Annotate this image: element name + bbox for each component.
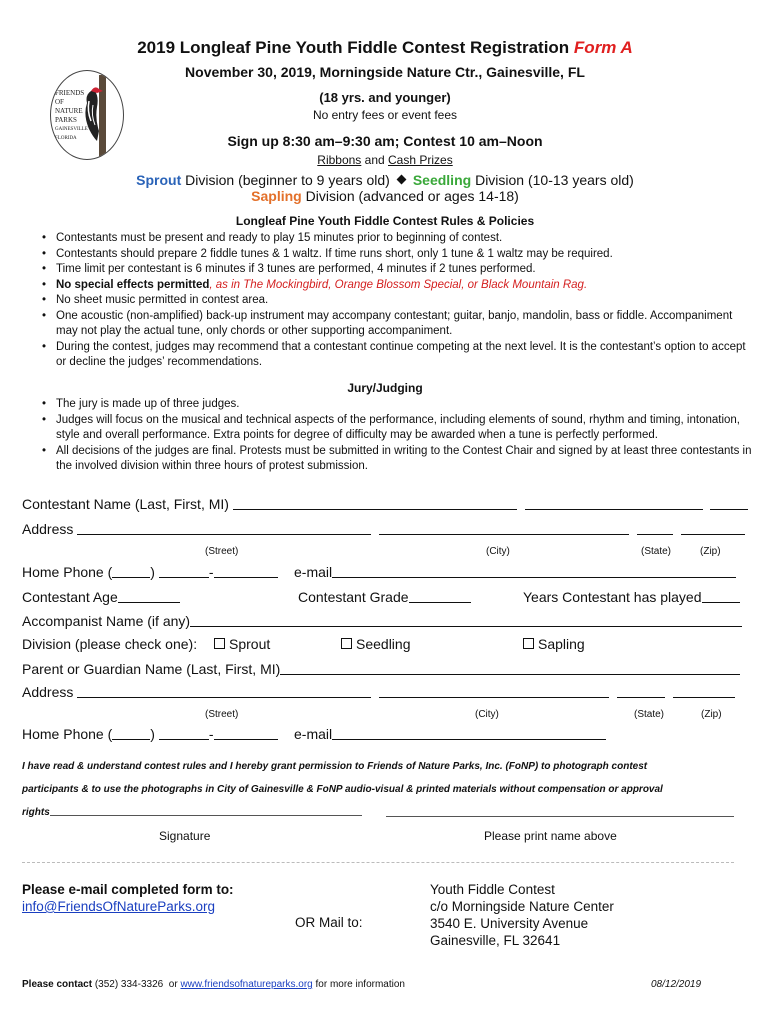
- print-name-label: Please print name above: [484, 829, 617, 843]
- list-item: • The jury is made up of three judges.: [40, 397, 755, 413]
- address-field[interactable]: [22, 521, 745, 537]
- mail-address: [430, 881, 614, 949]
- address-line: Youth Fiddle Contest: [430, 882, 555, 897]
- title-text: 2019 Longleaf Pine Youth Fiddle Contest Registration: [137, 38, 574, 57]
- accompanist-label: Accompanist Name (if any): [22, 613, 191, 629]
- footer-contact: [22, 979, 405, 990]
- diamond-icon: [396, 175, 406, 185]
- state-caption: (State): [634, 709, 665, 720]
- prize-ribbons: Ribbons: [317, 153, 362, 167]
- website-link[interactable]: www.friendsofnatureparks.org: [180, 979, 313, 990]
- contestant-name-label: Contestant Name (Last, First, MI): [22, 496, 229, 512]
- no-effects-text: No special effects permitted: [56, 278, 210, 291]
- checkbox-icon: [523, 638, 534, 649]
- sapling-desc: Division (advanced or ages 14-18): [301, 188, 519, 204]
- years-label: Years Contestant has played: [523, 589, 702, 605]
- sapling-option-label: Sapling: [538, 636, 585, 652]
- phone-close: ): [150, 564, 159, 580]
- divisions-line2: [0, 188, 770, 204]
- address-label: Address: [22, 521, 74, 537]
- street-caption: (Street): [205, 709, 239, 720]
- city-caption: (City): [475, 709, 499, 720]
- consent-line1: I have read & understand contest rules and I hereby grant permission to Friends of Nature Parks, Inc. (FoNP) to photograph contest: [22, 761, 648, 772]
- state-caption: (State): [641, 546, 672, 557]
- list-item: • Contestants must be present and ready to play 15 minutes prior to beginning of contest.: [40, 231, 755, 247]
- rights-text: rights: [22, 807, 50, 818]
- phone-dash: -: [208, 726, 214, 742]
- event-subtitle: November 30, 2019, Morningside Nature Ctr., Gainesville, FL: [185, 64, 585, 80]
- logo-line2: OF: [55, 98, 64, 106]
- accompanist-field[interactable]: [22, 613, 742, 629]
- divisions-line1: [0, 172, 770, 188]
- or-text: or: [163, 979, 181, 990]
- seedling-checkbox[interactable]: [341, 636, 411, 652]
- list-item: • Contestants should prepare 2 fiddle tunes & 1 waltz. If time runs short, only 1 tune & 1 waltz may be required.: [40, 247, 755, 263]
- address-label: Address: [22, 684, 74, 700]
- phone-dash: -: [208, 564, 214, 580]
- sapling-checkbox[interactable]: [523, 636, 585, 652]
- jury-list: [40, 397, 755, 475]
- email-field[interactable]: [294, 564, 736, 580]
- address-line: Gainesville, FL 32641: [430, 933, 561, 948]
- effects-examples: , as in The Mockingbird, Orange Blossom Special, or Black Mountain Rag.: [209, 278, 588, 291]
- email-label: e-mail: [294, 564, 333, 580]
- sprout-label: Sprout: [136, 172, 182, 188]
- more-info-text: for more information: [312, 979, 405, 990]
- logo-line6: FLORIDA: [55, 136, 77, 141]
- contestant-age-field[interactable]: [22, 589, 180, 605]
- form-date: 08/12/2019: [651, 979, 702, 990]
- phone-label: Home Phone (: [22, 564, 113, 580]
- or-mail-label: OR Mail to:: [295, 915, 363, 930]
- contestant-grade-field[interactable]: [298, 589, 471, 605]
- list-item: [40, 278, 755, 294]
- phone-close: ): [150, 726, 159, 742]
- schedule: Sign up 8:30 am–9:30 am; Contest 10 am–Noon: [227, 133, 543, 149]
- list-item: • Time limit per contestant is 6 minutes if 3 tunes are performed, 4 minutes if 2 tunes performed.: [40, 262, 755, 278]
- email-label: e-mail: [294, 726, 333, 742]
- list-item: • All decisions of the judges are final. Protests must be submitted in writing to the Contest Chair and signed by at least three contestants in the involved division within three hours of protest submission.: [40, 444, 755, 475]
- print-name-line[interactable]: [386, 807, 734, 817]
- email-heading: Please e-mail completed form to:: [22, 882, 234, 897]
- address-line: 3540 E. University Avenue: [430, 916, 589, 931]
- prize-and: and: [361, 153, 389, 167]
- guardian-address-field[interactable]: [22, 684, 735, 700]
- list-item: • During the contest, judges may recommend that a contestant continue competing at the next level. It is the contestant’s option to accept or decline the judges’ recommendations.: [40, 340, 755, 371]
- street-caption: (Street): [205, 546, 239, 557]
- signature-label: Signature: [159, 829, 211, 843]
- guardian-label: Parent or Guardian Name (Last, First, MI): [22, 661, 281, 677]
- sprout-desc: Division (beginner to 9 years old): [181, 172, 390, 188]
- home-phone-field[interactable]: [22, 564, 278, 580]
- fees-note: No entry fees or event fees: [312, 108, 458, 122]
- prize-cash: Cash Prizes: [388, 153, 453, 167]
- contact-label: Please contact: [22, 979, 95, 990]
- form-label: Form A: [573, 38, 633, 57]
- contact-phone: (352) 334-3326: [94, 979, 164, 990]
- guardian-name-field[interactable]: [22, 661, 740, 677]
- seedling-desc: Division (10-13 years old): [471, 172, 634, 188]
- email-link[interactable]: info@FriendsOfNatureParks.org: [22, 899, 216, 914]
- divider: [22, 862, 734, 863]
- years-played-field[interactable]: [523, 589, 740, 605]
- age-label: Contestant Age: [22, 589, 118, 605]
- division-check-label: Division (please check one):: [22, 636, 198, 652]
- fonp-logo: [50, 70, 124, 160]
- seedling-option-label: Seedling: [356, 636, 411, 652]
- address-line: c/o Morningside Nature Center: [430, 899, 614, 914]
- rules-list: [40, 231, 755, 371]
- checkbox-icon: [214, 638, 225, 649]
- list-item: • Judges will focus on the musical and technical aspects of the performance, including elements of sound, rhythm and timing, intonation, style and overall performance. Extra points for degree of difficulty may be awarded when a tune is perfectly performed.: [40, 413, 755, 444]
- zip-caption: (Zip): [701, 709, 722, 720]
- list-item: • One acoustic (non-amplified) back-up instrument may accompany contestant; guitar, banjo, mandolin, bass or fiddle. Accompaniment may not play the actual tune, only chords or other supporting accompaniment.: [40, 309, 755, 340]
- sprout-checkbox[interactable]: [214, 636, 270, 652]
- rules-heading: Longleaf Pine Youth Fiddle Contest Rules & Policies: [235, 214, 535, 228]
- logo-line3: NATURE: [55, 107, 83, 115]
- guardian-phone-field[interactable]: [22, 726, 278, 742]
- page-title: [0, 38, 770, 58]
- woodpecker-logo-icon: [51, 71, 123, 159]
- logo-line1: FRIENDS: [55, 89, 85, 97]
- city-caption: (City): [486, 546, 510, 557]
- zip-caption: (Zip): [700, 546, 721, 557]
- list-item: • No sheet music permitted in contest area.: [40, 293, 755, 309]
- contestant-name-field[interactable]: [22, 496, 748, 512]
- seedling-label: Seedling: [412, 172, 472, 188]
- guardian-email-field[interactable]: [294, 726, 606, 742]
- age-limit: (18 yrs. and younger): [319, 90, 451, 105]
- jury-heading: Jury/Judging: [347, 381, 423, 395]
- logo-line4: PARKS: [55, 116, 77, 124]
- logo-line5: GAINESVILLE: [55, 127, 88, 132]
- consent-line2: participants & to use the photographs in City of Gainesville & FoNP audio-visual & printed materials without compensation or approval: [22, 784, 663, 795]
- sprout-option-label: Sprout: [229, 636, 271, 652]
- checkbox-icon: [341, 638, 352, 649]
- phone-label: Home Phone (: [22, 726, 113, 742]
- sapling-label: Sapling: [251, 188, 302, 204]
- grade-label: Contestant Grade: [298, 589, 409, 605]
